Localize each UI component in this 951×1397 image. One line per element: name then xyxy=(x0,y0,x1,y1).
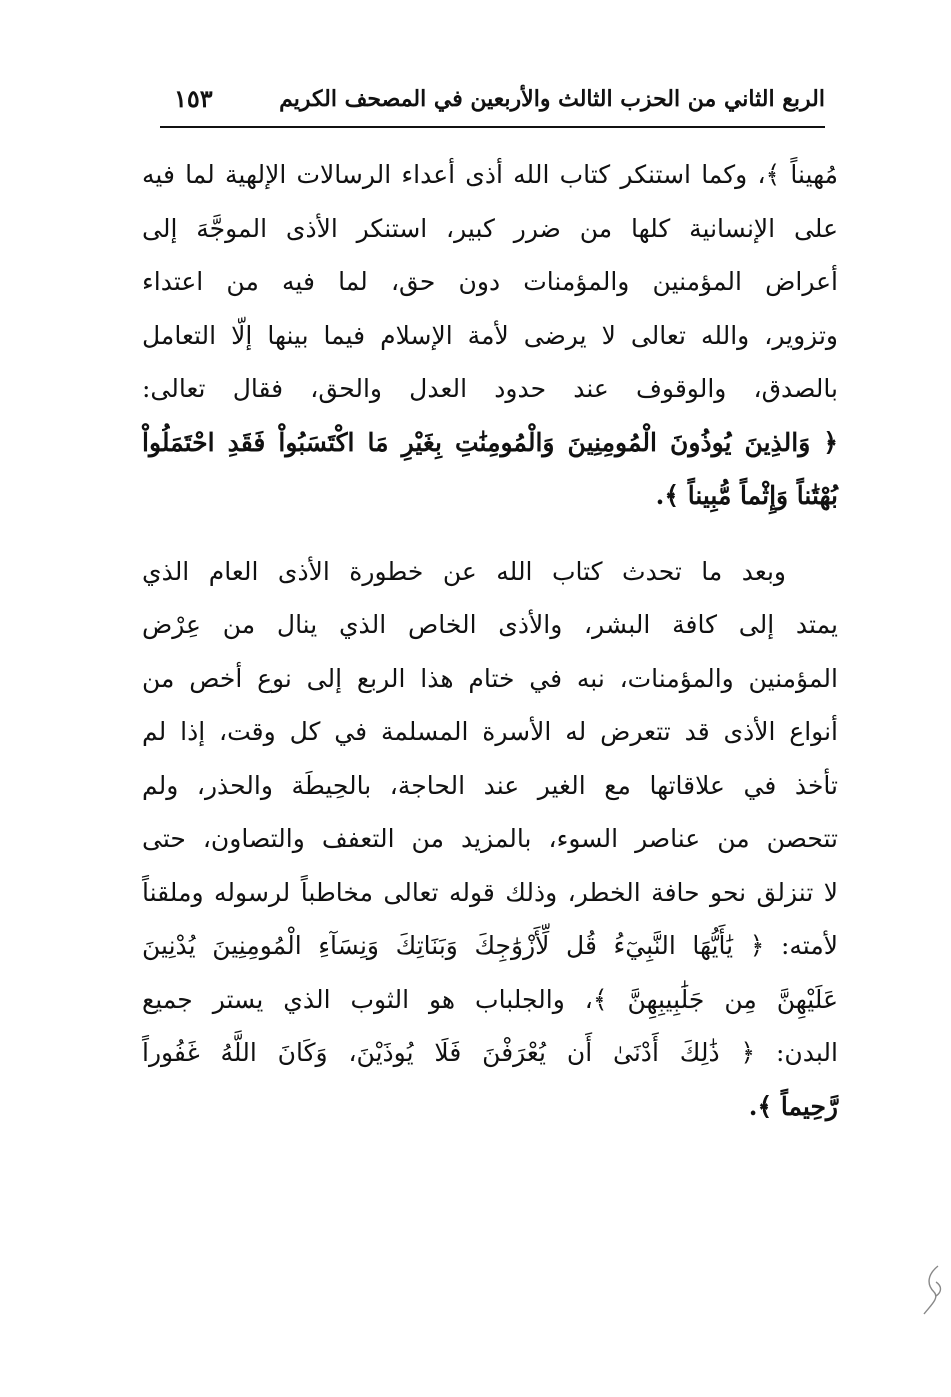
quran-verse-line: رَّحِيماً ﴾. xyxy=(748,1091,838,1121)
text-line: بالصدق، والوقوف عند حدود العدل والحق، فقال تعالى: xyxy=(142,374,838,403)
text-line: مُهيناً ﴾، وكما استنكر كتاب الله أذى أعداء الرسالات الإلهية لما فيه xyxy=(142,160,838,189)
text-line: المؤمنين والمؤمنات، نبه في ختام هذا الربع إلى نوع أخص من xyxy=(142,663,838,693)
text-line: البدن: ﴿ ذَٰلِكَ أَدْنَىٰ أَن يُعْرَفْنَ فَلَا يُوذَيْنَ، وَكَانَ اللَّهُ غَفُوراً xyxy=(142,1038,838,1067)
text-line: وبعد ما تحدث كتاب الله عن خطورة الأذى العام الذي xyxy=(142,556,786,586)
paragraph-1 xyxy=(142,148,838,523)
running-header xyxy=(160,82,825,128)
text-line: تتحصن من عناصر السوء، بالمزيد من التعفف والتصاون، حتى xyxy=(142,824,838,853)
text-line: على الإنسانية كلها من ضرر كبير، استنكر الأذى الموجَّهَ إلى xyxy=(142,213,838,243)
handwritten-margin-mark xyxy=(918,1262,946,1322)
body-text xyxy=(142,148,838,1133)
text-line: عَلَيْهِنَّ مِن جَلَٰبِيبِهِنَّ ﴾، والجلباب هو الثوب الذي يستر جميع xyxy=(142,984,838,1014)
page-number: ١٥٣ xyxy=(174,84,213,113)
text-line: وتزوير، والله تعالى لا يرضى لأمة الإسلام فيما بينها إلّا التعامل xyxy=(142,320,838,350)
text-line: يمتد إلى كافة البشر، والأذى الخاص الذي ينال من عِرْض xyxy=(142,610,838,639)
quran-verse-line: بُهْتَٰناً وَإِثْماً مُّبِيناً ﴾. xyxy=(655,481,838,510)
text-line: لا تنزلق نحو حافة الخطر، وذلك قوله تعالى مخاطباً لرسوله وملقناً xyxy=(142,877,838,907)
header-title: الربع الثاني من الحزب الثالث والأربعين في المصحف الكريم xyxy=(279,86,825,112)
text-line: تأخذ في علاقاتها مع الغير عند الحاجة، بالحِيطَة والحذر، ولم xyxy=(142,770,838,800)
paragraph-2 xyxy=(142,545,838,1134)
text-line: أنواع الأذى قد تتعرض له الأسرة المسلمة في كل وقت، إذا لم xyxy=(142,717,838,746)
quran-verse-line: ﴿ وَالذِينَ يُوذُونَ الْمُومِنِينَ وَالْمُومِنَٰتِ بِغَيْرِ مَا اكْتَسَبُواْ فَقَدِ احْتَمَلُواْ xyxy=(142,427,838,457)
text-line: أعراض المؤمنين والمؤمنات دون حق، لما فيه من اعتداء xyxy=(142,267,838,296)
text-line: لأمته: ﴿ يَٰأَيُّهَا النَّبِيٓءُ قُل لِّأَزْوَٰجِكَ وَبَنَاتِكَ وَنِسَآءِ الْمُومِنِينَ يُدْنِينَ xyxy=(142,931,838,960)
